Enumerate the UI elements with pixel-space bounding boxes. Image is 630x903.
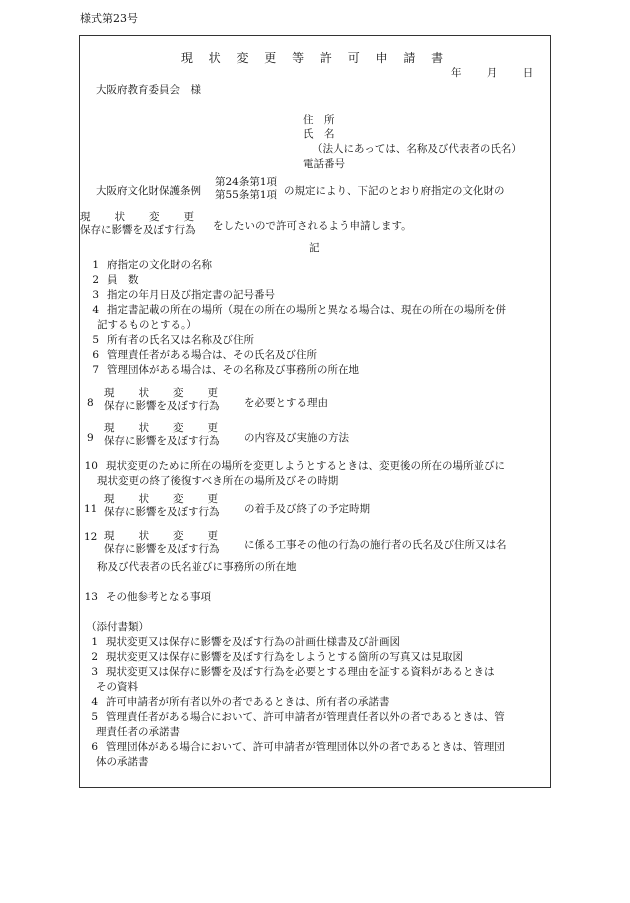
item-number: 4 [91,696,98,708]
list-item-continuation: 称及び代表者の氏名並びに事務所の所在地 [97,561,297,573]
item-number: 5 [91,711,98,723]
list-item-continuation: 現状変更の終了後復すべき所在の場所及びその時期 [97,475,339,487]
list-item [87,258,212,272]
item-text: 指定書記載の所在の場所（現在の所在の場所と異なる場合は、現在の所在の場所を併 [107,304,506,316]
item-text: 管理責任者がある場合において、許可申請者が管理責任者以外の者であるときは、管 [106,711,505,723]
item9-tail: の内容及び実施の方法 [244,432,349,444]
item-number: 6 [91,741,98,753]
item-number: 9 [87,432,94,444]
attachment-continuation: その資料 [96,681,138,693]
item-text: 指定の年月日及び指定書の記号番号 [107,289,275,301]
attachment-item [86,740,505,754]
item-text: 現状変更のために所在の場所を変更しようとするときは、変更後の所在の場所並びに [106,460,505,472]
act-genjo-henko: 現 状 変 更 [104,387,219,399]
item-text: 現状変更又は保存に影響を及ぼす行為をしようとする箇所の写真又は見取図 [106,651,463,663]
form-title: 現 状 変 更 等 許 可 申 請 書 [180,51,450,65]
act-hozon: 保存に影響を及ぼす行為 [104,435,220,447]
list-item [87,333,254,347]
item-number: 11 [84,503,98,515]
list-item [84,590,211,604]
item-number: 2 [92,274,99,286]
item-text: 管理団体がある場合は、その名称及び事務所の所在地 [107,364,359,376]
sentence-end: をしたいので許可されるよう申請します。 [213,220,412,232]
attachment-item [86,710,505,724]
date-day: 日 [522,67,534,79]
item-text: 府指定の文化財の名称 [107,259,212,271]
item-number: 7 [92,364,99,376]
attachment-continuation: 理責任者の承諾書 [96,726,180,738]
attachment-continuation: 体の承諾書 [96,756,149,768]
sentence-tail: の規定により、下記のとおり府指定の文化財の [284,185,505,197]
attachment-item [86,695,390,709]
item11-tail: の着手及び終了の予定時期 [244,503,370,515]
item-number: 3 [92,289,99,301]
form-number: 様式第23号 [80,12,138,25]
act-genjo-henko: 現 状 変 更 [104,530,219,542]
act-genjo-henko: 現 状 変 更 [104,493,219,505]
item8-tail: を必要とする理由 [244,397,328,409]
item-text: 所有者の氏名又は名称及び住所 [107,334,254,346]
item-number: 3 [91,666,98,678]
article-24: 第24条第1項 [215,176,278,188]
item-text: 管理責任者がある場合は、その氏名及び住所 [107,349,317,361]
item-text: 管理団体がある場合において、許可申請者が管理団体以外の者であるときは、管理団 [106,741,505,753]
applicant-name-label: 氏 名 [303,128,335,140]
item11-act-choice [104,493,220,519]
list-item [87,363,359,377]
list-item-continuation: 記するものとする。） [97,319,197,331]
attachments-heading: （添付書類） [86,621,149,633]
applicant-address-label: 住 所 [303,114,335,126]
ordinance-name: 大阪府文化財保護条例 [96,185,201,197]
item8-act-choice [104,387,220,413]
addressee: 大阪府教育委員会 様 [96,84,201,96]
item12-tail: に係る工事その他の行為の施行者の氏名及び住所又は名 [244,539,507,551]
list-item [87,273,139,287]
act-genjo-henko: 現 状 変 更 [104,422,219,434]
applicant-phone-label: 電話番号 [303,158,345,170]
article-55: 第55条第1項 [215,189,278,201]
item-number: 1 [91,636,98,648]
item-number: 1 [92,259,99,271]
attachment-item [86,635,400,649]
item-number: 12 [84,531,98,543]
act-hozon: 保存に影響を及ぼす行為 [104,543,220,555]
item-text: 員 数 [107,274,139,286]
item-text: 現状変更又は保存に影響を及ぼす行為の計画仕様書及び計画図 [106,636,400,648]
list-item [87,303,506,317]
act-genjo-henko: 現 状 変 更 [80,211,195,223]
date-year: 年 [451,67,462,79]
item-number: 4 [92,304,99,316]
ki-heading: 記 [309,242,320,254]
item12-act-choice [104,530,220,556]
list-item [87,288,275,302]
act-hozon: 保存に影響を及ぼす行為 [104,400,220,412]
act-hozon: 保存に影響を及ぼす行為 [80,224,196,236]
item9-act-choice [104,422,220,448]
item-number: 6 [92,349,99,361]
act-choice [80,211,196,237]
item-number: 2 [91,651,98,663]
date-line [451,66,533,80]
list-item [84,459,505,473]
attachment-item [86,665,495,679]
attachment-item [86,650,463,664]
item-text: 現状変更又は保存に影響を及ぼす行為を必要とする理由を証する資料があるときは [106,666,495,678]
item-number: 5 [92,334,99,346]
date-month: 月 [486,67,498,79]
item-number: 10 [84,460,98,472]
ordinance-articles [215,176,277,202]
item-number: 8 [87,397,94,409]
applicant-corp-note: （法人にあっては、名称及び代表者の氏名） [312,143,522,155]
item-text: 許可申請者が所有者以外の者であるときは、所有者の承諾書 [106,696,390,708]
list-item [87,348,317,362]
item-number: 13 [84,591,98,603]
item-text: その他参考となる事項 [106,591,211,603]
act-hozon: 保存に影響を及ぼす行為 [104,506,220,518]
